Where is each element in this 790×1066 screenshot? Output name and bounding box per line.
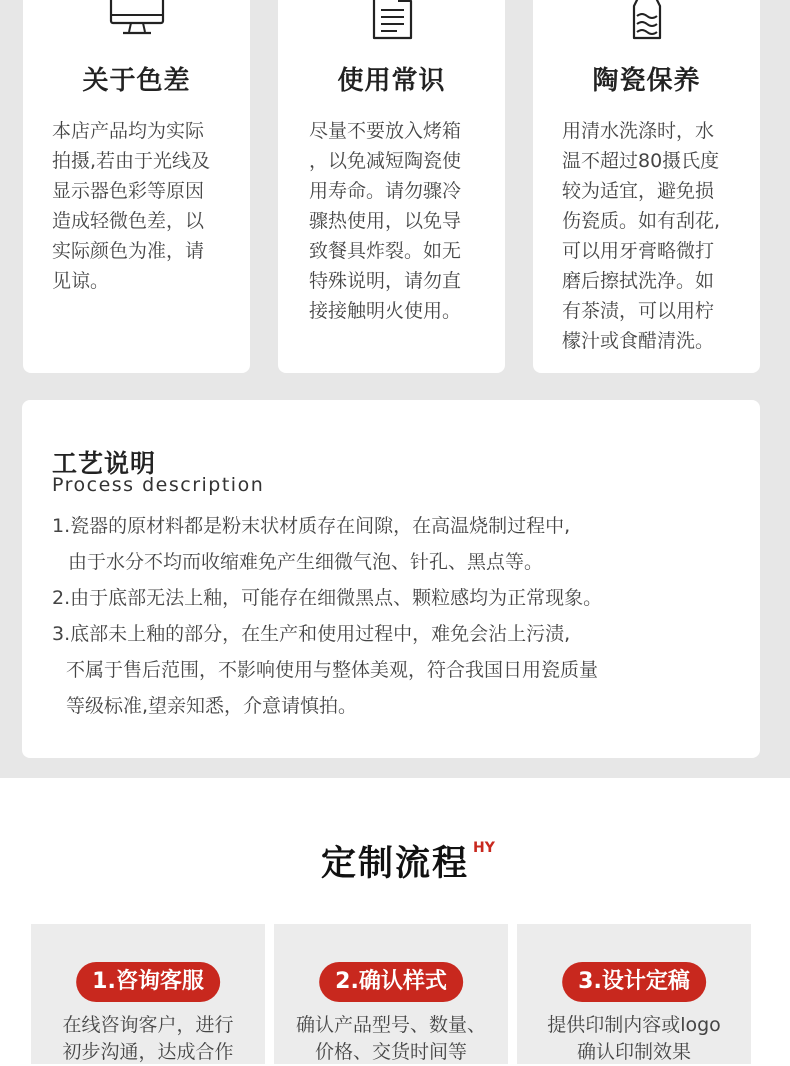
step-description: 提供印制内容或logo 确认印制效果 <box>547 1014 721 1063</box>
flow-step-consult <box>31 924 265 1064</box>
process-title: 工艺说明 <box>52 449 157 478</box>
process-note-line: 由于水分不均而收缩难免产生细微气泡、针孔、黑点等。 <box>68 551 544 573</box>
process-note-line: 1.瓷器的原材料都是粉末状材质存在间隙，在高温烧制过程中, <box>52 515 571 537</box>
flow-title: 定制流程 <box>320 844 469 884</box>
card-title: 陶瓷保养 <box>592 66 701 96</box>
process-notes <box>52 508 602 724</box>
step-label-badge: 3.设计定稿 <box>562 962 706 1002</box>
card-ceramic-care <box>533 0 760 373</box>
card-title: 使用常识 <box>337 66 446 96</box>
card-body: 尽量不要放入烤箱 ，以免减短陶瓷使 用寿命。请勿骤冷 骤热使用，以免导 致餐具炸裂。如无 特殊说明，请勿直 接接触明火使用。 <box>309 120 462 322</box>
process-subtitle: Process description <box>52 474 265 496</box>
card-title: 关于色差 <box>82 66 191 96</box>
card-body: 用清水洗涤时，水 温不超过80摄氏度 较为适宜，避免损 伤瓷质。如有刮花, 可以用牙膏略微打 磨后擦拭洗净。如 有茶渍，可以用柠 檬汁或食醋清洗。 <box>562 120 721 352</box>
step-label-badge: 1.咨询客服 <box>76 962 220 1002</box>
process-description-panel <box>22 400 760 758</box>
monitor-icon <box>23 0 250 42</box>
card-usage-tips <box>278 0 505 373</box>
process-note-line: 等级标准,望亲知悉，介意请慎拍。 <box>66 695 358 717</box>
step-description: 在线咨询客户，进行 初步沟通，达成合作 <box>62 1014 234 1063</box>
step-description: 确认产品型号、数量、 价格、交货时间等 <box>295 1014 486 1063</box>
process-note-line: 2.由于底部无法上釉，可能存在细微黑点、颗粒感均为正常现象。 <box>52 587 603 609</box>
step-label-badge: 2.确认样式 <box>319 962 463 1002</box>
flow-title-sup: HY <box>473 840 495 856</box>
card-color-difference <box>23 0 250 373</box>
document-icon <box>278 0 505 42</box>
flow-step-confirm-style <box>274 924 508 1064</box>
flow-step-design-final <box>517 924 751 1064</box>
card-body: 本店产品均为实际 拍摄,若由于光线及 显示器色彩等原因 造成轻微色差，以 实际颜色为准，请 见谅。 <box>52 120 211 292</box>
detergent-bottle-icon <box>533 0 760 42</box>
process-note-line: 不属于售后范围，不影响使用与整体美观，符合我国日用瓷质量 <box>66 659 599 681</box>
process-note-line: 3.底部未上釉的部分，在生产和使用过程中，难免会沾上污渍, <box>52 623 571 645</box>
